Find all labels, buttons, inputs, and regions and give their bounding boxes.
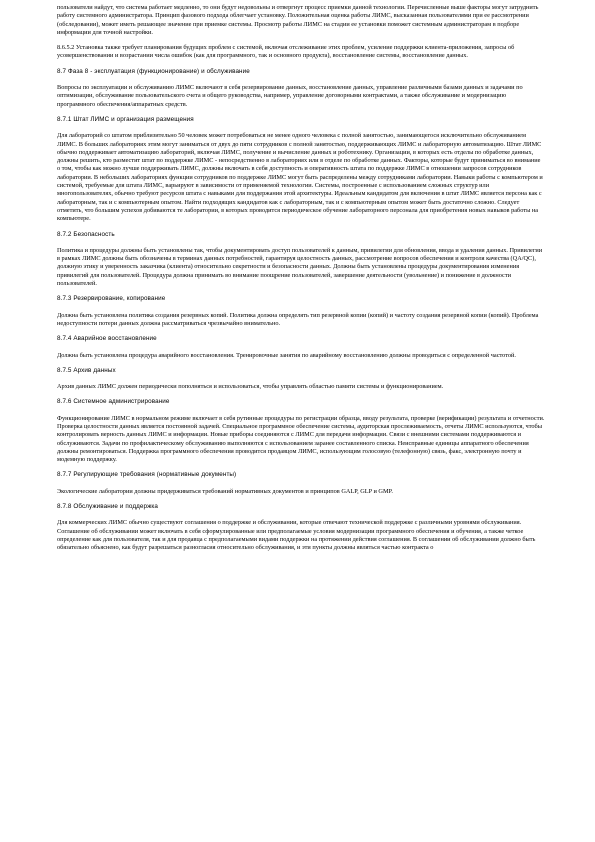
- paragraph: Экологические лаборатории должны придерживаться требований нормативных документов и принципов GALP, GLP и GMP.: [57, 487, 393, 495]
- section-heading: 8.7.2 Безопасность: [57, 230, 115, 238]
- paragraph: Вопросы по эксплуатации и обслуживанию ЛИМС включают в себя резервирование данных, восстановление данных, управление различными базами данных и задачами по оптимизации, обслуживание пользовательского счета и общего руководства, например, управление договорными контрактами, а также обслуживание и модернизацию программного обеспечения/аппаратных средств.: [57, 84, 523, 108]
- paragraph: Политика и процедуры должны быть установлены так, чтобы документировать доступ пользователей к данным, привилегии для обновления, ввода и удаления данных. Привилегии в рамках ЛИМС должны быть обозначены в терминах данных потребностей, гарантируя целостность данных, рассмотрение вопросов обеспечения и контроля качества (QA/QC), должную этику и уверенность заказчика (клиента) относительно секретности и безопасности данных. Должны быть установлены процедуры документирования изменения привилегий для пользователей. Процедура должна принимать во внимание поощрение пользователей, завершение деятельности (увольнение) и понижение в должности пользователей.: [57, 246, 543, 288]
- section-heading: 8.7.6 Системное администрирование: [57, 398, 170, 406]
- section-heading: 8.7.7 Регулирующие требования (нормативные документы): [57, 471, 237, 479]
- paragraph: Для коммерческих ЛИМС обычно существуют соглашения о поддержке и обслуживании, которые отвечают технической поддержке с различными уровнями обслуживания. Соглашение об обслуживании может включать в себя сформулированные или предполагаемые условия модернизации программного обеспечения и обучения, а также четкое определение как для пользователя, так и для продавца с предполагаемыми видами поддержки на протяжении действия соглашения. В соглашении об обслуживании должно быть обязательно объяснено, как будут разрешаться разногласия относительно обслуживания, и эти пункты должны являться частью контракта о: [57, 519, 536, 552]
- paragraph: Должна быть установлена процедура аварийного восстановления. Тренировочные занятия по аварийному восстановлению должны проводиться с определенной частотой.: [57, 351, 516, 359]
- paragraph: пользователи найдут, что система работает медленно, то они будут недовольны и отвергнут процесс приемки данной технологии. Перечисленные выше факторы могут затруднить работу системного администратора. Принцип фазового подхода облегчает установку. Положительная оценка работы ЛИМС, высказанная пользователями при ее рассмотрении (обследовании), может иметь решающее значение при приемке системы. Просмотр работы ЛИМС на стадии ее установки поможет системным администраторам в подборе информации для точной настройки.: [57, 4, 539, 36]
- section-heading: 8.7.5 Архив данных: [57, 366, 116, 374]
- paragraph: 8.6.5.2 Установка также требует планирования будущих проблем с системой, включая отслеживание этих проблем, усиление поддержки клиента-приложения, запросы об усовершенствовании и возрастании числа ошибок (как для программного, так и основного продукта), восстановление системы, восстановление данных.: [57, 44, 515, 60]
- paragraph: Для лабораторий со штатом приблизительно 50 человек может потребоваться не менее одного человека с полной занятостью, занимающегося исключительно обслуживанием ЛИМС. В больших лабораториях этим могут заниматься от двух до пяти сотрудников с полной занятостью, поддерживающих ЛИМС и лабораторную автоматизацию. Штат ЛИМС обычно поддерживает автоматизацию лабораторий, включая ЛИМС, получение и вычисление данных и роботехнику. Организации, в которых есть отделы по обработке данных, должны решить, кто разместит штат по поддержке ЛИМС - непосредственно в лабораториях или в отделе по обработке данных. Факторы, которые будут приниматься во внимание о том, чтобы как можно лучше поддерживать ЛИМС, должны включать в себя доступность и оперативность штата по поддержке ЛИМС в отношении запросов сотрудников лаборатории. В небольших лабораториях функции сотрудников по поддержке ЛИМС могут быть распределены между сотрудниками лаборатории. Навыки работы с компьютером и системой, требуемые для штата ЛИМС, варьируют в зависимости от применяемой технологии. Системы, построенные с использованием сложных структур или многопользователях, обычно требуют ресурсов штата с навыками для поддержания этой архитектуры. Идеальным кандидатом для включения в штат ЛИМС является персона как с лабораторным, так и с компьютерным опытом. Найти подходящих кандидатов как с лабораторным, так и с компьютерным опытом может быть достаточно сложно. Следует отметить, что большим успехов добиваются те лаборатории, в которых проводится периодическое обучение лабораторного персонала для приобретения новых навыков работы на компьютере.: [57, 132, 543, 223]
- paragraph: Должна быть установлена политика создания резервных копий. Политика должна определять тип резервной копии (копий) и частоту создания резервной копии (копий). Проблема недоступности потери данных должна рассматриваться чрезвычайно внимательно.: [57, 311, 539, 327]
- section-heading: 8.7.4 Аварийное восстановление: [57, 335, 157, 343]
- section-heading: 8.7.1 Штат ЛИМС и организация размещения: [57, 115, 194, 123]
- section-heading: 8.7.3 Резервирование, копирование: [57, 295, 166, 303]
- section-heading: 8.7 Фаза 8 - эксплуатация (функционирование) и обслуживание: [57, 67, 250, 75]
- paragraph: Архив данных ЛИМС должен периодически пополняться и использоваться, чтобы управлять областью памяти системы и функционированием.: [57, 383, 444, 391]
- paragraph: Функционирование ЛИМС в нормальном режиме включает в себя рутинные процедуры по регистрации образца, вводу результата, проверке (верификации) результата и отчетности. Проверка целостности данных является постоянной задачей. Специальное программное обеспечение системы, аудиторская прослеживаемость, отчеты ЛИМС используются, чтобы контролировать верность данных ЛИМС и информации. Новые приборы соединяются с ЛИМС для передачи информации. Связи с внешними системами поддерживаются и обслуживаются. Задачи по профилактическому обслуживанию выполняются с использованием заранее составленного списка. Неисправные единицы аппаратного обеспечения должны ремонтироваться. Поддержка программного обеспечения проводится продавцом ЛИМС, использующим голосовую (телефонную) связь, факс, электронную почту и модемную поддержку.: [57, 414, 545, 464]
- section-heading: 8.7.8 Обслуживание и поддержка: [57, 503, 158, 511]
